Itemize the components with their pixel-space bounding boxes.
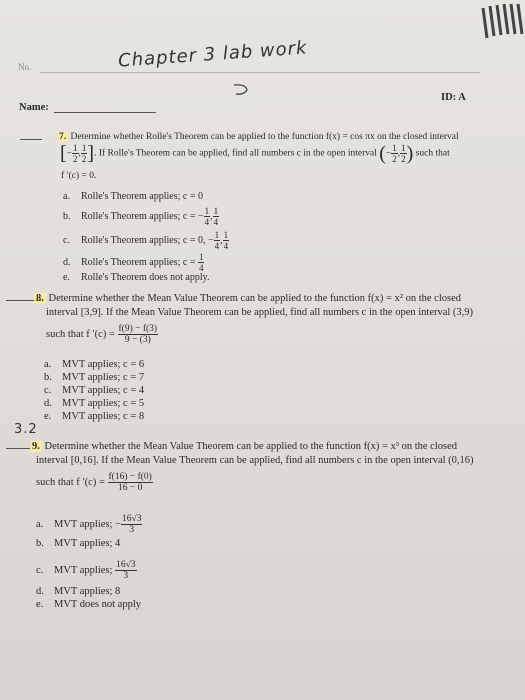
q8-number: 8. xyxy=(36,293,44,304)
q9-line2: interval [0,16]. If the Mean Value Theorem can be applied, find all numbers c in the open interval (0,16) xyxy=(36,455,474,466)
q9-choice-b[interactable]: b. MVT applies; 4 xyxy=(36,538,121,549)
q9-line1: 9. Determine whether the Mean Value Theorem can be applied to the function f(x) = x³ on the closed xyxy=(32,441,457,452)
q9-answer-blank xyxy=(6,448,30,449)
q7-choice-e[interactable]: e. Rolle's Theorem does not apply. xyxy=(63,272,210,283)
q9-choice-a[interactable]: a. MVT applies; − $\frac{16√3}{3}$ xyxy=(36,514,142,535)
section-mark: 3.2 xyxy=(14,422,38,437)
q8-choice-d[interactable]: d. MVT applies; c = 5 xyxy=(44,398,145,409)
q7-line1: 7. Determine whether Rolle's Theorem can be applied to the function f(x) = cos πx on the closed interval xyxy=(59,132,459,142)
q8-choice-b[interactable]: b. MVT applies; c = 7 xyxy=(44,372,145,383)
q9-choice-e[interactable]: e. MVT does not apply xyxy=(36,599,142,610)
q7-number: 7. xyxy=(59,132,67,142)
q9-line3: such that f ′(c) = $\frac{f(16) - f(0)}{16 - 0}$ xyxy=(36,472,152,493)
q8-line3: such that f ′(c) = $\frac{f(9) - f(3)}{9 - (3)}$ xyxy=(46,324,158,345)
q7-line2: [− $\frac{1}{2}$ , $\frac{1}{2}$ ]. If Rolle's Theorem can be applied, find all numbers c in the open interval (− $\frac{1}{2}$ , $\frac{1}{2}$ ) such that xyxy=(60,142,450,165)
name-blank-line xyxy=(54,112,156,113)
q8-line2: interval [3,9]. If the Mean Value Theorem can be applied, find all numbers c in the open interval (3,9) xyxy=(46,307,474,318)
q7-choice-a[interactable]: a. Rolle's Theorem applies; c = 0 xyxy=(63,191,203,202)
no-label: No. xyxy=(18,62,32,72)
q8-choice-c[interactable]: c. MVT applies; c = 4 xyxy=(44,385,145,396)
header-rule xyxy=(40,72,480,73)
spiral-binding xyxy=(477,0,525,70)
q9-number: 9. xyxy=(32,441,40,452)
q7-choice-c[interactable]: c. Rolle's Theorem applies; c = 0, − $\frac{1}{4}$ , $\frac{1}{4}$ xyxy=(63,230,229,251)
id-label: ID: A xyxy=(441,92,466,103)
handwritten-mark xyxy=(232,82,254,96)
q7-answer-blank xyxy=(20,139,42,140)
q7-choice-b[interactable]: b. Rolle's Theorem applies; c = − $\frac{1}{4}$ , $\frac{1}{4}$ xyxy=(63,206,219,227)
q8-line1: 8. Determine whether the Mean Value Theorem can be applied to the function f(x) = x² on the closed xyxy=(36,293,461,304)
q9-choice-d[interactable]: d. MVT applies; 8 xyxy=(36,586,121,597)
q9-choice-c[interactable]: c. MVT applies; $\frac{16√3}{3}$ xyxy=(36,560,136,581)
q7-choice-d[interactable]: d. Rolle's Theorem applies; c = $\frac{1}{4}$ xyxy=(63,252,204,273)
name-label: Name: xyxy=(19,102,49,113)
q7-line3: f ′(c) = 0. xyxy=(61,171,97,181)
q8-choice-a[interactable]: a. MVT applies; c = 6 xyxy=(44,359,145,370)
q8-choice-e[interactable]: e. MVT applies; c = 8 xyxy=(44,411,145,422)
handwritten-title: Chapter 3 lab work xyxy=(117,37,309,72)
